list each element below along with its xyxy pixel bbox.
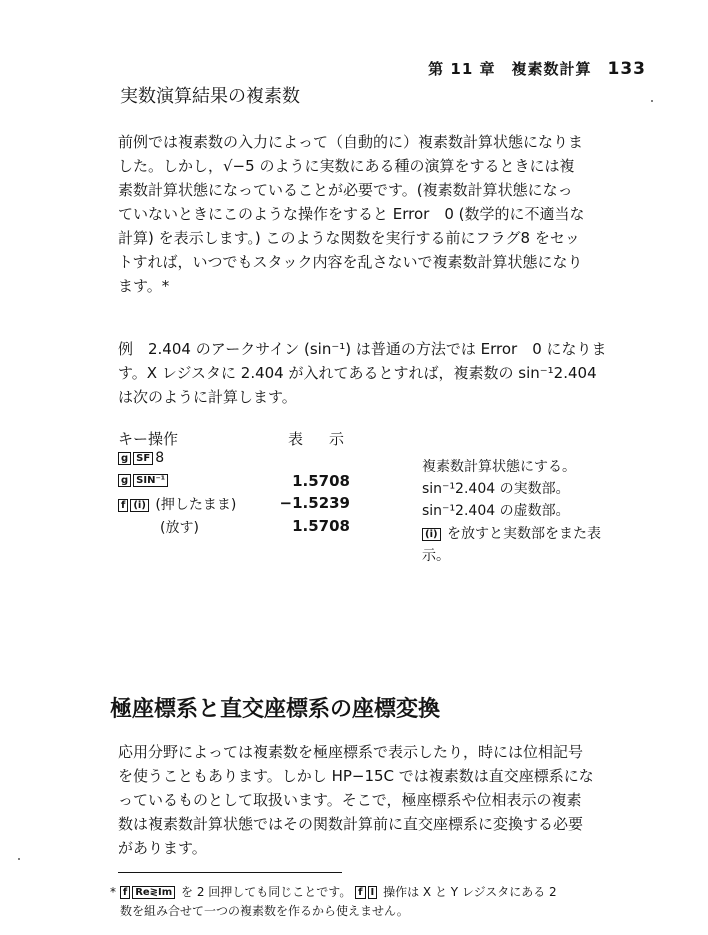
- paragraph-line: 素数計算状態になっていることが必要です。(複素数計算状態になっ: [118, 181, 573, 199]
- hold-instruction: (押したまま): [155, 497, 237, 513]
- release-instruction: (放す): [160, 520, 199, 536]
- paragraph-line: 例 2.404 のアークサイン (sin⁻¹) は普通の方法では Error 0 になりま: [118, 340, 607, 358]
- key-column-header: キー操作: [118, 430, 179, 448]
- f-key: f: [118, 499, 128, 512]
- paragraph-line: ていないときにこのような操作をすると Error 0 (数学的に不適当な: [118, 205, 585, 223]
- sf-key: SF: [133, 452, 153, 465]
- paragraph-line: 応用分野によっては複素数を極座標系で表示したり，時には位相記号: [118, 743, 584, 761]
- display-value: −1.5239: [279, 494, 350, 512]
- re-im-key: Re≷Im: [132, 886, 175, 899]
- footnote-line: 数を組み合せて一つの複素数を作るから使えません。: [120, 904, 409, 918]
- g-key: g: [118, 474, 131, 487]
- paragraph-line: 計算) を表示します。) このような関数を実行する前にフラグ8 をセッ: [118, 229, 580, 247]
- footnote-mark: *: [110, 885, 116, 899]
- paragraph-line: トすれば，いつでもスタック内容を乱さないで複素数計算状態になり: [118, 253, 583, 271]
- i-key: I: [368, 886, 378, 899]
- display-column-header: 表示: [288, 430, 371, 448]
- page-header: [428, 58, 646, 79]
- note-release: (i) を放すと実数部をまた表: [422, 523, 601, 543]
- paragraph-line: した。しかし，√−5 のように実数にある種の演算をするときには複: [118, 157, 575, 175]
- paragraph-line: は次のように計算します。: [118, 388, 297, 406]
- footnote: [110, 883, 650, 921]
- paragraph-line: があります。: [118, 839, 207, 857]
- keystroke-row: [118, 494, 236, 514]
- note-real-part: sin⁻¹2.404 の実数部。: [422, 481, 570, 497]
- arcsin-key: SIN⁻¹: [133, 474, 168, 487]
- note-complex-mode: 複素数計算状態にする。: [422, 459, 576, 475]
- scan-speck: [18, 858, 20, 860]
- footnote-rule: [118, 872, 342, 873]
- g-key: g: [118, 452, 131, 465]
- flag-number: 8: [155, 450, 165, 466]
- section-title-real-to-complex: 実数演算結果の複素数: [120, 86, 300, 107]
- display-value: 1.5708: [292, 517, 350, 535]
- paragraph-line: ます。*: [118, 277, 170, 295]
- chapter-title: 第 11 章 複素数計算: [428, 60, 592, 78]
- paragraph-line: っているものとして取扱います。そこで，極座標系や位相表示の複素: [118, 791, 582, 809]
- section2-paragraph: [118, 740, 646, 860]
- imaginary-key: (i): [130, 499, 149, 512]
- paragraph-line: す。X レジスタに 2.404 が入れてあるとすれば，複素数の sin⁻¹2.404: [118, 364, 597, 382]
- paragraph-line: 数は複素数計算状態ではその関数計算前に直交座標系に変換する必要: [118, 815, 584, 833]
- imaginary-key: (i): [422, 528, 441, 541]
- section-title-coordinate-conversion: 極座標系と直交座標系の座標変換: [110, 697, 441, 722]
- note-release-cont: 示。: [422, 548, 450, 564]
- f-key: f: [120, 886, 130, 899]
- display-value: 1.5708: [292, 472, 350, 490]
- f-key: f: [355, 886, 365, 899]
- page-number: 133: [607, 59, 646, 79]
- footnote-line: * f Re≷Im を 2 回押しても同じことです。 f I 操作は X と Y レジスタにある 2: [110, 885, 557, 899]
- paragraph-line: を使うこともあります。しかし HP−15C では複素数は直交座標系にな: [118, 767, 594, 785]
- note-imag-part: sin⁻¹2.404 の虚数部。: [422, 503, 570, 519]
- section1-paragraph: [118, 130, 646, 298]
- paragraph-line: 前例では複素数の入力によって（自動的に）複素数計算状態になりま: [118, 133, 584, 151]
- scan-speck: [651, 100, 653, 102]
- example-paragraph: [118, 337, 646, 409]
- keystroke-row: [118, 472, 170, 488]
- keystroke-row: [118, 450, 164, 466]
- keystroke-row: [160, 517, 199, 537]
